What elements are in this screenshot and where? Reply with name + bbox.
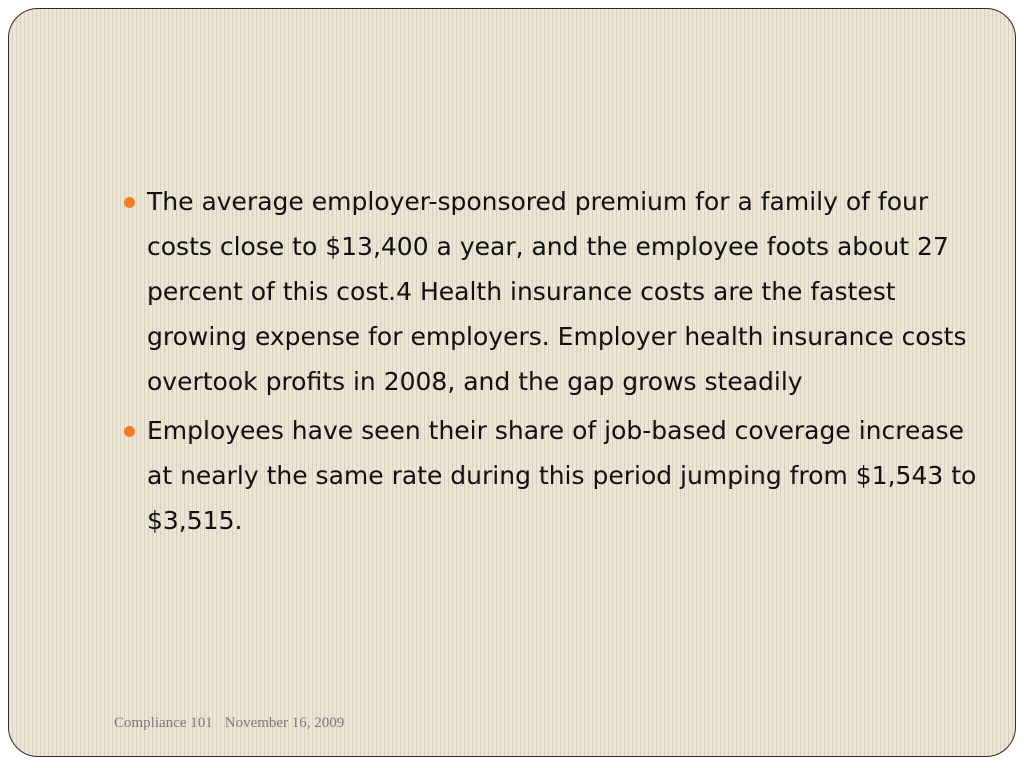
bullet-text-1: The average employer-sponsored premium for a family of four costs close to $13,400 a year, and the employee foots about 27 percent of this cost.4 Health insurance costs are the fastest growing expense for employers. Employer health insurance costs overtook profits in 2008, and the gap grows steadily: [147, 187, 967, 396]
bullet-item-2: [117, 408, 977, 543]
bullet-list: [117, 179, 977, 543]
bullet-dot-icon: [124, 426, 135, 437]
bullet-dot-icon: [124, 197, 135, 208]
slide-frame: [8, 8, 1016, 757]
footer-date: November 16, 2009: [224, 715, 345, 731]
slide-footer: [114, 715, 344, 732]
footer-title: Compliance 101: [114, 715, 213, 731]
bullet-text-2: Employees have seen their share of job-based coverage increase at nearly the same rate during this period jumping from $1,543 to $3,515.: [147, 416, 977, 535]
bullet-item-1: [117, 179, 977, 404]
